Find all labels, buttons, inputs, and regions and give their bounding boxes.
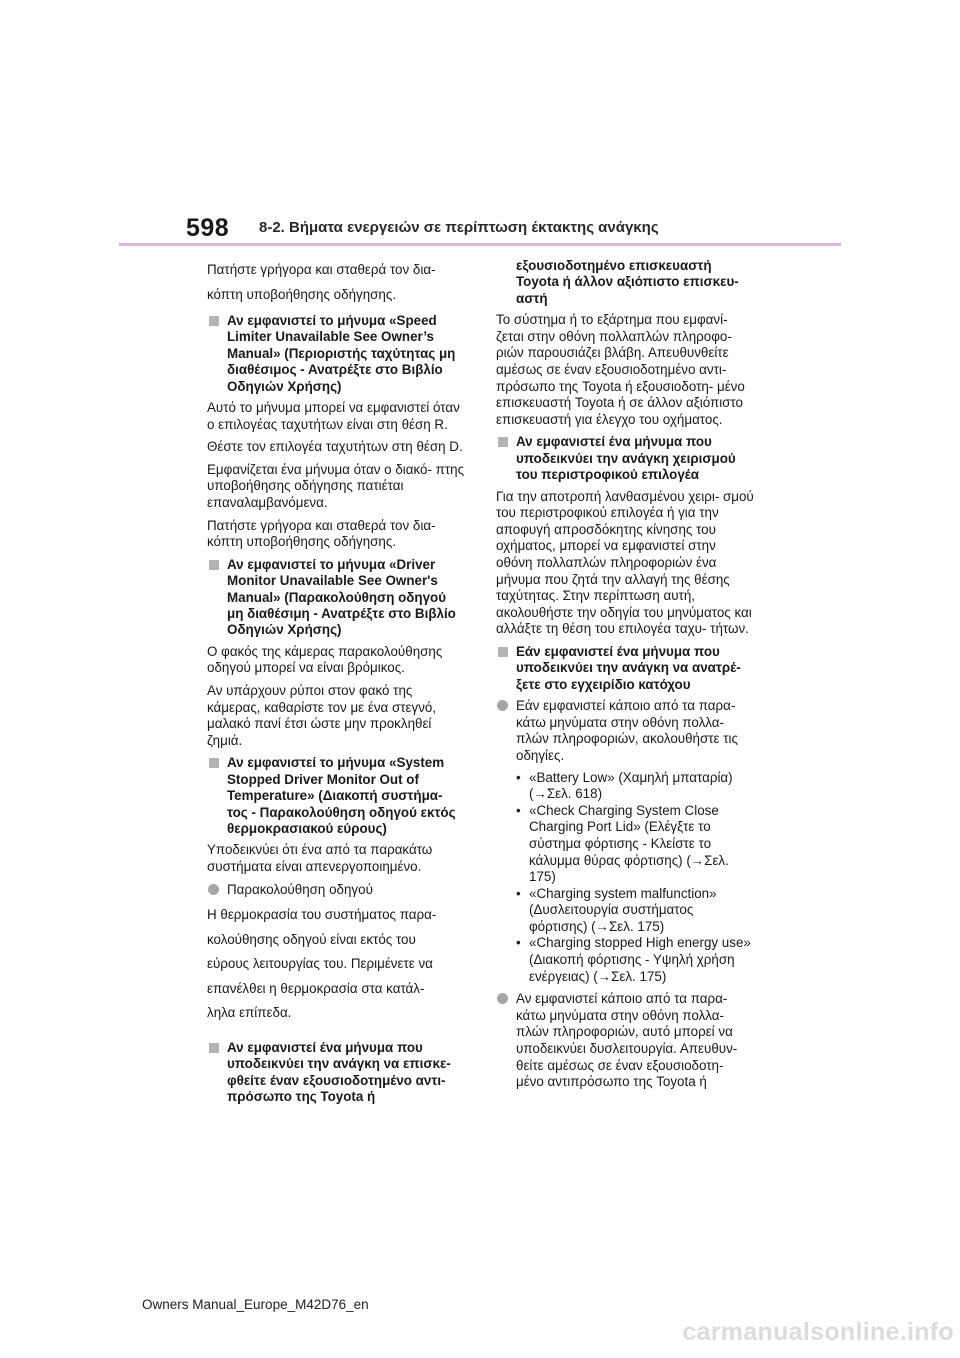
- list-item-text: «Check Charging System Close Charging Port Lid» (Ελέγξτε το σύστημα φόρτισης - Κλείστε το κάλυμμα θύρας φόρτισης) (→Σελ. 175): [529, 802, 729, 885]
- heading-text: Αν εμφανιστεί το μήνυμα «System Stopped Driver Monitor Out of Temperature» (Διακοπή συστήμα- τος - Παρακολούθηση οδηγού εκτός θερμοκρασιακού εύρους): [227, 755, 456, 836]
- square-bullet-icon: [498, 437, 508, 447]
- paragraph: Πατήστε γρήγορα και σταθερά τον δια- κόπτη υποβοήθησης οδήγησης.: [207, 517, 436, 550]
- square-bullet-icon: [209, 1043, 219, 1053]
- intro-paragraph: [207, 258, 465, 307]
- heading-text: εξουσιοδοτημένο επισκευαστή Toyota ή άλλον αξιόπιστο επισκευ- αστή: [516, 258, 739, 306]
- bullet-point: •: [516, 935, 521, 951]
- text-line: κολούθησης οδηγού είναι εκτός του: [207, 931, 416, 947]
- bullet-text: Εάν εμφανιστεί κάποιο από τα παρα- κάτω μηνύματα στην οθόνη πολλα- πλών πληροφοριών, ακολουθήστε τις οδηγίες.: [516, 698, 738, 763]
- section-title: 8-2. Βήματα ενεργειών σε περίπτωση έκτακτης ανάγκης: [259, 219, 659, 236]
- circle-bullet-item: [496, 698, 754, 764]
- text-line: εύρους λειτουργίας του. Περιμένετε να: [207, 956, 433, 972]
- list-item: [516, 803, 754, 886]
- circle-bullet-item: [207, 882, 465, 899]
- heading-text: Αν εμφανιστεί ένα μήνυμα που υποδεικνύει την ανάγκη να επισκε- φθείτε έναν εξουσιοδοτημένο αντι- πρόσωπο της Toyota ή: [227, 1039, 451, 1104]
- paragraph: Για την αποτροπή λανθασμένου χειρι- σμού του περιστροφικού επιλογέα ή για την αποφυγή απροσδόκητης κίνησης του οχήματος, μπορεί να εμφανιστεί στην οθόνη πολλαπλών πληροφοριών ένα μήνυμα που ζητά την αλλαγή της θέσης ταχύτητας. Στην περίπτωση αυτή, ακολουθήστε την οδηγία του μηνύματος και αλλάξτε τη θέση του επιλογέα ταχυ- τήτων.: [496, 488, 754, 637]
- bullet-text: Αν εμφανιστεί κάποιο από τα παρα- κάτω μηνύματα στην οθόνη πολλα- πλών πληροφοριών, αυτό μπορεί να υποδεικνύει δυσλειτουργία. Απευθυν- θείτε αμέσως σε έναν εξουσιοδοτη- μένο αντιπρόσωπο της Toyota ή: [516, 991, 738, 1090]
- circle-bullet-icon: [208, 884, 219, 895]
- driver-monitor-heading: [207, 557, 465, 639]
- paragraph: Υποδεικνύει ότι ένα από τα παρακάτω συστήματα είναι απενεργοποιημένο.: [207, 842, 433, 874]
- list-item-text: «Battery Low» (Χαμηλή μπαταρία) (→Σελ. 618): [529, 769, 733, 802]
- paragraph: Το σύστημα ή το εξάρτημα που εμφανί- ζεται στην οθόνη πολλαπλών πληροφο- ριών παρουσιάζει βλάβη. Απευθυνθείτε αμέσως σε έναν εξουσιοδοτημένο αντι- πρόσωπο της Toyota ή εξουσιοδοτη- μένο επισκευαστή Toyota ή σε άλλον αξιόπιστο επισκευαστή για έλεγχο του οχήματος.: [496, 312, 745, 427]
- heading-text: Εάν εμφανιστεί ένα μήνυμα που υποδεικνύει την ανάγκη να ανατρέ- ξετε στο εγχειρίδιο κατόχου: [516, 643, 741, 692]
- shift-lever-heading: [496, 434, 754, 483]
- square-bullet-icon: [209, 316, 219, 326]
- square-bullet-icon: [209, 758, 219, 768]
- bullet-point: •: [516, 885, 521, 901]
- message-list: [496, 770, 754, 986]
- header-divider: [119, 243, 841, 246]
- paragraph: Θέστε τον επιλογέα ταχυτήτων στη θέση D.: [207, 439, 463, 455]
- speed-limiter-heading: [207, 313, 465, 395]
- bullet-point: •: [516, 769, 521, 785]
- circle-bullet-item: [496, 991, 754, 1091]
- square-bullet-icon: [209, 560, 219, 570]
- watermark: carmanualsonline.info: [682, 1318, 954, 1346]
- text-line: Η θερμοκρασία του συστήματος παρα-: [207, 907, 437, 923]
- intro-line: Πατήστε γρήγορα και σταθερά τον δια-: [207, 262, 436, 277]
- system-stopped-heading: [207, 755, 465, 837]
- list-item-text: «Charging stopped High energy use» (Διακοπή φόρτισης - Υψηλή χρήση ενέργειας) (→Σελ. 175): [529, 935, 751, 984]
- heading-text: Αν εμφανιστεί το μήνυμα «Speed Limiter Unavailable See Owner’s Manual» (Περιοριστής ταχύτητας μη διαθέσιμος - Ανατρέξτε στο Βιβλίο Οδηγιών Χρήσης): [227, 313, 456, 394]
- heading-text: Αν εμφανιστεί ένα μήνυμα που υποδεικνύει την ανάγκη χειρισμού του περιστροφικού επιλογέα: [516, 434, 736, 483]
- text-line: επανέλθει η θερμοκρασία στα κατάλ-: [207, 980, 425, 996]
- bullet-text: Παρακολούθηση οδηγού: [227, 881, 373, 897]
- circle-bullet-icon: [497, 993, 508, 1004]
- list-item-text: «Charging system malfunction» (Δυσλειτουργία συστήματος φόρτισης) (→Σελ. 175): [529, 885, 717, 934]
- list-item: [516, 770, 754, 803]
- owners-manual-heading: [496, 644, 754, 693]
- page-number: 598: [186, 214, 230, 242]
- inspect-heading: [207, 1040, 465, 1106]
- square-bullet-icon: [498, 647, 508, 657]
- bullet-point: •: [516, 802, 521, 818]
- left-column: [207, 258, 465, 1110]
- paragraph: Αν υπάρχουν ρύποι στον φακό της κάμερας, καθαρίστε τον με ένα στεγνό, μαλακό πανί έτσι ώστε μην προκληθεί ζημιά.: [207, 683, 437, 748]
- heading-text: Αν εμφανιστεί το μήνυμα «Driver Monitor Unavailable See Owner's Manual» (Παρακολούθηση οδηγού μη διαθέσιμη - Ανατρέξτε στο Βιβλίο Οδηγιών Χρήσης): [227, 556, 456, 638]
- temperature-paragraph: [207, 903, 465, 1026]
- paragraph: Αυτό το μήνυμα μπορεί να εμφανιστεί όταν ο επιλογέας ταχυτήτων είναι στη θέση R.: [207, 400, 460, 432]
- circle-bullet-icon: [497, 700, 508, 711]
- text-line: ληλα επίπεδα.: [207, 1005, 292, 1021]
- paragraph: Εμφανίζεται ένα μήνυμα όταν ο διακό- πτης υποβοήθησης οδήγησης πατιέται επαναλαμβανόμενα.: [207, 461, 465, 510]
- right-column: [496, 258, 754, 1096]
- intro-line: κόπτη υποβοήθησης οδήγησης.: [207, 286, 397, 302]
- list-item: [516, 886, 754, 936]
- footer-text: Owners Manual_Europe_M42D76_en: [142, 1297, 369, 1312]
- inspect-heading-continued: [496, 258, 754, 307]
- paragraph: Ο φακός της κάμερας παρακολούθησης οδηγού μπορεί να είναι βρόμικος.: [207, 643, 443, 676]
- list-item: [516, 935, 754, 985]
